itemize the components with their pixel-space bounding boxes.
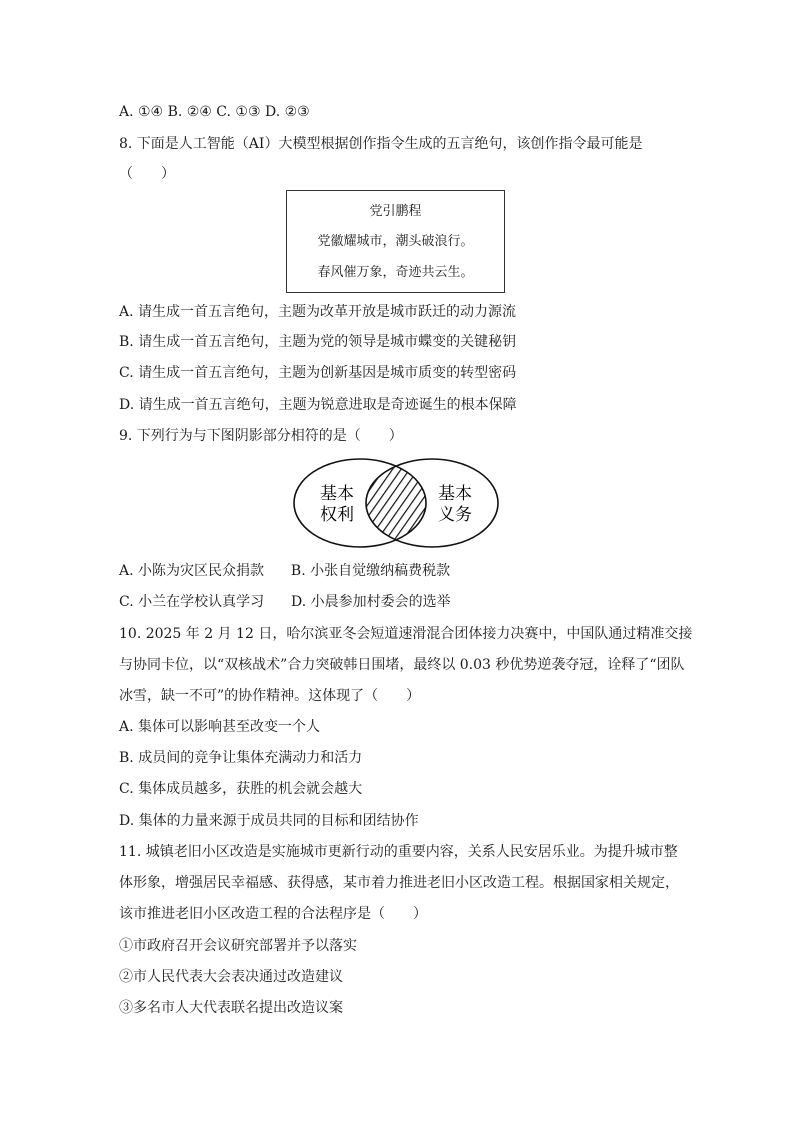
poem-line2: 春风催万象，奇迹共云生。 <box>317 265 474 280</box>
q10-option-a: A. 集体可以影响甚至改变一个人 <box>119 719 321 735</box>
q10-option-b: B. 成员间的竞争让集体充满动力和活力 <box>119 750 363 766</box>
q10-option-c: C. 集体成员越多，获胜的机会就会越大 <box>119 781 363 797</box>
q7-options: A. ①④ B. ②④ C. ①③ D. ②③ <box>119 104 310 120</box>
q9-option-b: B. 小张自觉缴纳稿费税款 <box>290 563 451 579</box>
q9-option-a: A. 小陈为灾区民众捐款 <box>119 563 265 579</box>
q8-stem-line1: 8. 下面是人工智能（AI）大模型根据创作指令生成的五言绝句，该创作指令最可能是 <box>119 136 643 152</box>
q8-stem-line2: （ ） <box>119 166 175 182</box>
q8-option-a: A. 请生成一首五言绝句，主题为改革开放是城市跃迁的动力源流 <box>119 304 517 320</box>
q11-item-2: ②市人民代表大会表决通过改造建议 <box>119 969 343 985</box>
poem-title: 党引鹏程 <box>369 204 422 219</box>
q9-option-d: D. 小晨参加村委会的选举 <box>291 594 451 610</box>
q9-stem: 9. 下列行为与下图阴影部分相符的是（ ） <box>119 428 403 444</box>
q8-option-d: D. 请生成一首五言绝句，主题为锐意进取是奇迹诞生的根本保障 <box>119 397 517 413</box>
venn-diagram <box>290 456 502 550</box>
q9-options-row2 <box>119 592 451 612</box>
venn-left-label-line2: 权利 <box>320 505 354 525</box>
q9-options-row1 <box>119 561 450 581</box>
q11-item-1: ①市政府召开会议研究部署并予以落实 <box>119 938 357 954</box>
q11-stem-line2: 体形象，增强居民幸福感、获得感，某市着力推进老旧小区改造工程。根据国家相关规定， <box>119 875 679 891</box>
q10-option-d: D. 集体的力量来源于成员共同的目标和团结协作 <box>119 813 419 829</box>
q11-stem-line3: 该市推进老旧小区改造工程的合法程序是（ ） <box>119 906 427 922</box>
venn-right-label-line2: 义务 <box>438 505 472 525</box>
q8-option-b: B. 请生成一首五言绝句，主题为党的领导是城市蝶变的关键秘钥 <box>119 334 517 350</box>
q8-option-c: C. 请生成一首五言绝句，主题为创新基因是城市质变的转型密码 <box>119 365 517 381</box>
q9-option-c: C. 小兰在学校认真学习 <box>119 594 265 610</box>
q10-stem-line1: 10. 2025 年 2 月 12 日，哈尔滨亚冬会短道速滑混合团体接力决赛中，中国队通过精准交接 <box>119 626 693 642</box>
q11-item-3: ③多名市人大代表联名提出改造议案 <box>119 1000 343 1016</box>
q10-stem-line3: 冰雪，缺一不可”的协作精神。这体现了（ ） <box>119 688 421 704</box>
poem-line1: 党徽耀城市，潮头破浪行。 <box>317 234 474 249</box>
venn-right-label-line1: 基本 <box>438 484 472 504</box>
poem-box <box>286 190 505 293</box>
venn-left-label-line1: 基本 <box>320 484 354 504</box>
q11-stem-line1: 11. 城镇老旧小区改造是实施城市更新行动的重要内容，关系人民安居乐业。为提升城市整 <box>119 844 678 860</box>
q10-stem-line2: 与协同卡位，以“双核战术”合力突破韩日围堵，最终以 0.03 秒优势逆袭夺冠，诠释了“团队 <box>119 657 685 673</box>
